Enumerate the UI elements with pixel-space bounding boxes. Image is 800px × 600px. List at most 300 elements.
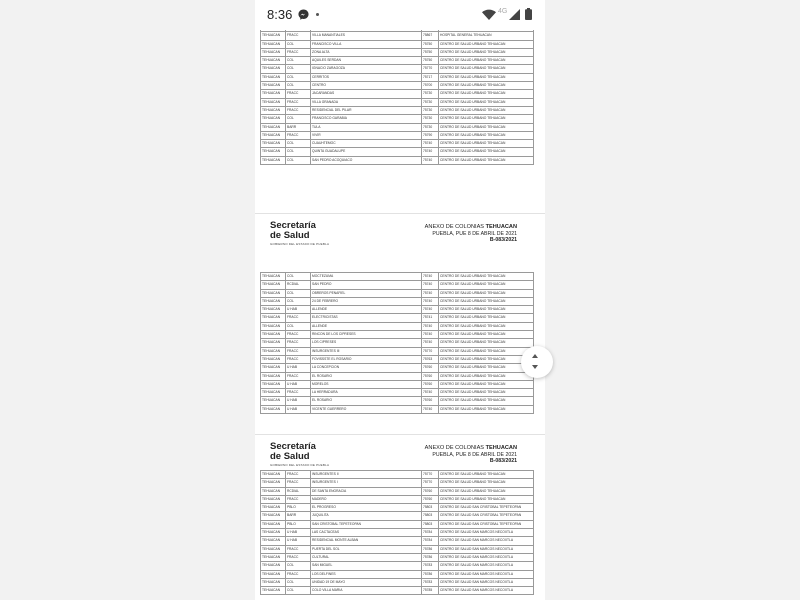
tipo-cell: COL [286, 297, 311, 305]
cp-cell: 75730 [422, 106, 439, 114]
municipio-cell: TEHUACAN [261, 115, 286, 123]
municipio-cell: TEHUACAN [261, 123, 286, 131]
unidad-cell: CENTRO DE SALUD URBANO TEHUACAN [439, 289, 534, 297]
unidad-cell: CENTRO DE SALUD URBANO TEHUACAN [439, 372, 534, 380]
tipo-cell: BARR [286, 512, 311, 520]
status-bar [255, 0, 545, 30]
cp-cell: 75803 [422, 504, 439, 512]
scroll-down-icon[interactable] [532, 365, 538, 369]
table-row [261, 140, 534, 148]
cp-cell: 75786 [422, 545, 439, 553]
table-row [261, 389, 534, 397]
unidad-cell: CENTRO DE SALUD URBANO TEHUACAN [439, 405, 534, 413]
cp-cell: 75740 [422, 289, 439, 297]
messenger-icon [298, 9, 309, 20]
unidad-cell: CENTRO DE SALUD URBANO TEHUACAN [439, 156, 534, 164]
municipio-cell: TEHUACAN [261, 372, 286, 380]
tipo-cell: FRACC [286, 32, 311, 40]
cp-cell: 75750 [422, 48, 439, 56]
colonia-cell: CULTURAL [311, 553, 422, 561]
cp-cell: 75700 [422, 82, 439, 90]
municipio-cell: TEHUACAN [261, 322, 286, 330]
table-row [261, 562, 534, 570]
table-row [261, 106, 534, 114]
unidad-cell: CENTRO DE SALUD URBANO TEHUACAN [439, 495, 534, 503]
unidad-cell: CENTRO DE SALUD URBANO TEHUACAN [439, 364, 534, 372]
unidad-cell: CENTRO DE SALUD SAN CRISTOBAL TEPETEOPAN [439, 512, 534, 520]
table-row [261, 98, 534, 106]
colonia-cell: VILLA MANANTIALES [311, 32, 422, 40]
tipo-cell: U HAB [286, 405, 311, 413]
tipo-cell: COL [286, 65, 311, 73]
municipio-cell: TEHUACAN [261, 297, 286, 305]
table-row [261, 471, 534, 479]
logo-title-line1: Secretaría [270, 220, 316, 231]
municipio-cell: TEHUACAN [261, 553, 286, 561]
municipio-cell: TEHUACAN [261, 570, 286, 578]
table-row [261, 90, 534, 98]
municipio-cell: TEHUACAN [261, 106, 286, 114]
table-row [261, 32, 534, 40]
cp-cell: 75760 [422, 364, 439, 372]
municipio-cell: TEHUACAN [261, 512, 286, 520]
tipo-cell: COL [286, 82, 311, 90]
unidad-cell: CENTRO DE SALUD URBANO TEHUACAN [439, 140, 534, 148]
colonia-cell: MADERO [311, 495, 422, 503]
colonia-cell: LOS CIPRESES [311, 339, 422, 347]
table-row [261, 347, 534, 355]
municipio-cell: TEHUACAN [261, 529, 286, 537]
colonia-cell: OBREROS PENAFIEL [311, 289, 422, 297]
table-row [261, 57, 534, 65]
table-row [261, 48, 534, 56]
unidad-cell: CENTRO DE SALUD SAN CRISTOBAL TEPETEOPAN [439, 520, 534, 528]
colonia-cell: SAN PEDRO [311, 281, 422, 289]
colonia-cell: SAN CRISTOBAL TEPETEOPAN [311, 520, 422, 528]
tipo-cell: FRACC [286, 314, 311, 322]
municipio-cell: TEHUACAN [261, 347, 286, 355]
table-row [261, 553, 534, 561]
tipo-cell: U HAB [286, 397, 311, 405]
cp-cell: 75740 [422, 331, 439, 339]
municipio-cell: TEHUACAN [261, 57, 286, 65]
cp-cell: 75786 [422, 553, 439, 561]
colonia-cell: CERRITOS [311, 73, 422, 81]
tipo-cell: COL [286, 156, 311, 164]
table-row [261, 306, 534, 314]
colonia-cell: INSURGENTES II [311, 471, 422, 479]
tipo-cell: FRACC [286, 372, 311, 380]
colonia-cell: VIVIR [311, 131, 422, 139]
colonia-cell: MOCTEZUMA [311, 273, 422, 281]
table-row [261, 297, 534, 305]
unidad-cell: CENTRO DE SALUD SAN MARCOS NECOXTLA [439, 570, 534, 578]
municipio-cell: TEHUACAN [261, 537, 286, 545]
tipo-cell: PBLO [286, 520, 311, 528]
municipio-cell: TEHUACAN [261, 520, 286, 528]
municipio-cell: TEHUACAN [261, 331, 286, 339]
table-row [261, 512, 534, 520]
municipio-cell: TEHUACAN [261, 314, 286, 322]
tipo-cell: FRACC [286, 48, 311, 56]
municipio-cell: TEHUACAN [261, 48, 286, 56]
tipo-cell: COL [286, 57, 311, 65]
tipo-cell: FRACC [286, 331, 311, 339]
tipo-cell: COL [286, 562, 311, 570]
municipio-cell: TEHUACAN [261, 495, 286, 503]
colonia-cell: UNIDAD 19 DE MAYO [311, 578, 422, 586]
unidad-cell: CENTRO DE SALUD URBANO TEHUACAN [439, 98, 534, 106]
unidad-cell: CENTRO DE SALUD SAN MARCOS NECOXTLA [439, 578, 534, 586]
municipio-cell: TEHUACAN [261, 405, 286, 413]
unidad-cell: CENTRO DE SALUD URBANO TEHUACAN [439, 355, 534, 363]
unidad-cell: CENTRO DE SALUD URBANO TEHUACAN [439, 479, 534, 487]
municipio-cell: TEHUACAN [261, 587, 286, 595]
colonia-cell: FRANCISCO GARABIA [311, 115, 422, 123]
table-row [261, 148, 534, 156]
table-row [261, 281, 534, 289]
colonia-cell: JUQUILITA [311, 512, 422, 520]
cp-cell: 75730 [422, 115, 439, 123]
municipio-cell: TEHUACAN [261, 380, 286, 388]
table-row [261, 40, 534, 48]
cp-cell: 75740 [422, 297, 439, 305]
table-row [261, 520, 534, 528]
cp-cell: 75770 [422, 347, 439, 355]
tipo-cell: COL [286, 587, 311, 595]
unidad-cell: CENTRO DE SALUD URBANO TEHUACAN [439, 115, 534, 123]
cp-cell: 75784 [422, 529, 439, 537]
tipo-cell: FRACC [286, 389, 311, 397]
cp-cell: 75740 [422, 148, 439, 156]
unidad-cell: CENTRO DE SALUD URBANO TEHUACAN [439, 273, 534, 281]
table-row [261, 405, 534, 413]
unidad-cell: CENTRO DE SALUD SAN MARCOS NECOXTLA [439, 587, 534, 595]
table-row [261, 545, 534, 553]
municipio-cell: TEHUACAN [261, 562, 286, 570]
unidad-cell: CENTRO DE SALUD URBANO TEHUACAN [439, 297, 534, 305]
municipio-cell: TEHUACAN [261, 355, 286, 363]
cp-cell: 75740 [422, 140, 439, 148]
municipio-cell: TEHUACAN [261, 65, 286, 73]
unidad-cell: CENTRO DE SALUD URBANO TEHUACAN [439, 389, 534, 397]
logo-title-line2: de Salud [270, 451, 310, 462]
network-type-label: 4G [498, 8, 508, 15]
municipio-cell: TEHUACAN [261, 98, 286, 106]
tipo-cell: RCDIAL [286, 487, 311, 495]
tipo-cell: FRACC [286, 545, 311, 553]
municipio-cell: TEHUACAN [261, 32, 286, 40]
cp-cell: 75760 [422, 380, 439, 388]
table-row [261, 65, 534, 73]
colonia-cell: CUAUHTEMOC [311, 140, 422, 148]
table-row [261, 289, 534, 297]
status-time: 8:36 [267, 7, 293, 22]
municipio-cell: TEHUACAN [261, 148, 286, 156]
colonia-cell: ZONA ALTA [311, 48, 422, 56]
colonia-cell: RESIDENCIAL DEL PILAR [311, 106, 422, 114]
colonia-cell: AQUILES SERDAN [311, 57, 422, 65]
colonia-cell: IGNACIO ZARAGOZA [311, 65, 422, 73]
colonia-cell: MORELOS [311, 380, 422, 388]
colonia-cell: RINCON DE LOS CIPRESES [311, 331, 422, 339]
cp-cell: 75784 [422, 537, 439, 545]
municipio-cell: TEHUACAN [261, 545, 286, 553]
colonia-cell: FOVISSSTE EL ROSARIO [311, 355, 422, 363]
cp-cell: 75867 [422, 32, 439, 40]
tipo-cell: FRACC [286, 98, 311, 106]
colonia-cell: SAN MIGUEL [311, 562, 422, 570]
table-row [261, 364, 534, 372]
document-page [255, 213, 545, 411]
unidad-cell: CENTRO DE SALUD SAN MARCOS NECOXTLA [439, 529, 534, 537]
unidad-cell: CENTRO DE SALUD URBANO TEHUACAN [439, 339, 534, 347]
cp-cell: 75786 [422, 570, 439, 578]
table-row [261, 156, 534, 164]
unidad-cell: CENTRO DE SALUD URBANO TEHUACAN [439, 90, 534, 98]
document-page [255, 434, 545, 593]
annex-city: TEHUACAN [485, 224, 517, 230]
cp-cell: 75740 [422, 322, 439, 330]
tipo-cell: COL [286, 73, 311, 81]
municipio-cell: TEHUACAN [261, 487, 286, 495]
document-folio: B-083/2021 [489, 458, 517, 464]
tipo-cell: COL [286, 140, 311, 148]
cp-cell: 75717 [422, 73, 439, 81]
logo-title-line2: de Salud [270, 230, 310, 241]
tipo-cell: FRACC [286, 570, 311, 578]
municipio-cell: TEHUACAN [261, 504, 286, 512]
cp-cell: 75760 [422, 487, 439, 495]
cp-cell: 75783 [422, 578, 439, 586]
tipo-cell: PBLO [286, 504, 311, 512]
table-row [261, 587, 534, 595]
unidad-cell: CENTRO DE SALUD URBANO TEHUACAN [439, 40, 534, 48]
colonia-cell: ALLENDE [311, 306, 422, 314]
cp-cell: 75740 [422, 405, 439, 413]
colonia-cell: ELECTRICISTAS [311, 314, 422, 322]
tipo-cell: U HAB [286, 380, 311, 388]
annex-title-prefix: ANEXO DE COLONIAS [424, 445, 486, 451]
table-row [261, 123, 534, 131]
cp-cell: 75763 [422, 355, 439, 363]
unidad-cell: CENTRO DE SALUD URBANO TEHUACAN [439, 106, 534, 114]
colonia-cell: VICENTE GUERRERO [311, 405, 422, 413]
document-date: PUEBLA, PUE 8 DE ABRIL DE 2021 [432, 452, 517, 458]
tipo-cell: FRACC [286, 106, 311, 114]
colonia-cell: INSURGENTES I [311, 479, 422, 487]
cp-cell: 75730 [422, 123, 439, 131]
cp-cell: 75785 [422, 587, 439, 595]
colonia-cell: LAS CACTACEAS [311, 529, 422, 537]
tipo-cell: U HAB [286, 364, 311, 372]
tipo-cell: U HAB [286, 537, 311, 545]
tipo-cell: FRACC [286, 347, 311, 355]
table-row [261, 355, 534, 363]
municipio-cell: TEHUACAN [261, 471, 286, 479]
colonia-cell: LOS DELFINES [311, 570, 422, 578]
colonia-cell: CENTRO [311, 82, 422, 90]
cp-cell: 75803 [422, 520, 439, 528]
colonia-cell: LA HERRADURA [311, 389, 422, 397]
cp-cell: 75803 [422, 512, 439, 520]
tipo-cell: FRACC [286, 471, 311, 479]
table-row [261, 273, 534, 281]
municipio-cell: TEHUACAN [261, 339, 286, 347]
cp-cell: 75740 [422, 273, 439, 281]
colonia-cell: FRANCISCO VILLA [311, 40, 422, 48]
unidad-cell: CENTRO DE SALUD URBANO TEHUACAN [439, 471, 534, 479]
table-row [261, 73, 534, 81]
unidad-cell: CENTRO DE SALUD URBANO TEHUACAN [439, 314, 534, 322]
unidad-cell: CENTRO DE SALUD SAN MARCOS NECOXTLA [439, 553, 534, 561]
table-row [261, 495, 534, 503]
cp-cell: 75740 [422, 281, 439, 289]
tipo-cell: COL [286, 578, 311, 586]
cp-cell: 75760 [422, 372, 439, 380]
unidad-cell: CENTRO DE SALUD URBANO TEHUACAN [439, 131, 534, 139]
tipo-cell: FRACC [286, 479, 311, 487]
tipo-cell: FRACC [286, 355, 311, 363]
tipo-cell: FRACC [286, 90, 311, 98]
table-row [261, 322, 534, 330]
logo-subtitle: GOBIERNO DEL ESTADO DE PUEBLA [270, 463, 330, 467]
cp-cell: 75750 [422, 57, 439, 65]
colonia-cell: TULA [311, 123, 422, 131]
unidad-cell: CENTRO DE SALUD URBANO TEHUACAN [439, 48, 534, 56]
cp-cell: 75770 [422, 479, 439, 487]
table-row [261, 504, 534, 512]
municipio-cell: TEHUACAN [261, 397, 286, 405]
tipo-cell: COL [286, 273, 311, 281]
tipo-cell: COL [286, 289, 311, 297]
municipio-cell: TEHUACAN [261, 281, 286, 289]
unidad-cell: HOSPITAL GENERAL TEHUACAN [439, 32, 534, 40]
annex-city: TEHUACAN [485, 445, 517, 451]
municipio-cell: TEHUACAN [261, 273, 286, 281]
colonia-cell: LA CONCEPCION [311, 364, 422, 372]
annex-title [425, 224, 517, 230]
tipo-cell: FRACC [286, 131, 311, 139]
cp-cell: 75760 [422, 397, 439, 405]
cp-cell: 75790 [422, 131, 439, 139]
colonia-cell: EL ROSARIO [311, 372, 422, 380]
municipio-cell: TEHUACAN [261, 40, 286, 48]
colonia-cell: COLO VILLA MARIA [311, 587, 422, 595]
notification-dot-icon [316, 13, 319, 16]
table-row [261, 487, 534, 495]
cp-cell: 75730 [422, 98, 439, 106]
colonia-cell: INSURGENTES III [311, 347, 422, 355]
municipio-cell: TEHUACAN [261, 73, 286, 81]
logo-title-line1: Secretaría [270, 441, 316, 452]
unidad-cell: CENTRO DE SALUD URBANO TEHUACAN [439, 73, 534, 81]
municipio-cell: TEHUACAN [261, 131, 286, 139]
colonia-cell: RESIDENCIAL MONTE ALBAN [311, 537, 422, 545]
table-row [261, 479, 534, 487]
table-row [261, 131, 534, 139]
municipio-cell: TEHUACAN [261, 479, 286, 487]
table-row [261, 578, 534, 586]
scroll-up-icon[interactable] [532, 354, 538, 358]
battery-icon [525, 8, 532, 20]
unidad-cell: CENTRO DE SALUD SAN MARCOS NECOXTLA [439, 545, 534, 553]
table-row [261, 372, 534, 380]
cp-cell: 75740 [422, 339, 439, 347]
cp-cell: 75740 [422, 306, 439, 314]
colonia-cell: VILLA GRANADA [311, 98, 422, 106]
table-row [261, 339, 534, 347]
colonia-cell: JACARANDAS [311, 90, 422, 98]
tipo-cell: COL [286, 115, 311, 123]
tipo-cell: U HAB [286, 306, 311, 314]
municipio-cell: TEHUACAN [261, 364, 286, 372]
colonia-cell: DE SANTA ENGRACIA [311, 487, 422, 495]
municipio-cell: TEHUACAN [261, 90, 286, 98]
colonias-table [260, 23, 534, 165]
unidad-cell: CENTRO DE SALUD URBANO TEHUACAN [439, 65, 534, 73]
colonia-cell: 24 DE FEBRERO [311, 297, 422, 305]
table-row [261, 82, 534, 90]
municipio-cell: TEHUACAN [261, 140, 286, 148]
table-row [261, 314, 534, 322]
signal-icon [509, 9, 520, 20]
tipo-cell: BARR [286, 123, 311, 131]
unidad-cell: CENTRO DE SALUD URBANO TEHUACAN [439, 380, 534, 388]
annex-title-prefix: ANEXO DE COLONIAS [424, 224, 486, 230]
colonia-cell: QUINTA GUADALUPE [311, 148, 422, 156]
table-row [261, 529, 534, 537]
municipio-cell: TEHUACAN [261, 389, 286, 397]
unidad-cell: CENTRO DE SALUD URBANO TEHUACAN [439, 331, 534, 339]
unidad-cell: CENTRO DE SALUD URBANO TEHUACAN [439, 57, 534, 65]
annex-title [425, 445, 517, 451]
phone-screen [255, 0, 545, 600]
page-scroll-control[interactable] [521, 346, 553, 378]
table-row [261, 331, 534, 339]
unidad-cell: CENTRO DE SALUD URBANO TEHUACAN [439, 82, 534, 90]
unidad-cell: CENTRO DE SALUD URBANO TEHUACAN [439, 397, 534, 405]
municipio-cell: TEHUACAN [261, 82, 286, 90]
cp-cell: 75760 [422, 495, 439, 503]
table-row [261, 380, 534, 388]
colonia-cell: SAN PEDRO ACOQUIACO [311, 156, 422, 164]
unidad-cell: CENTRO DE SALUD SAN CRISTOBAL TEPETEOPAN [439, 504, 534, 512]
unidad-cell: CENTRO DE SALUD URBANO TEHUACAN [439, 123, 534, 131]
colonia-cell: EL ROSARIO [311, 397, 422, 405]
tipo-cell: U HAB [286, 529, 311, 537]
colonia-cell: ALLENDE [311, 322, 422, 330]
unidad-cell: CENTRO DE SALUD URBANO TEHUACAN [439, 281, 534, 289]
municipio-cell: TEHUACAN [261, 578, 286, 586]
tipo-cell: RCDIAL [286, 281, 311, 289]
cp-cell: 75783 [422, 562, 439, 570]
colonias-table [260, 470, 534, 595]
cp-cell: 75770 [422, 471, 439, 479]
cp-cell: 75740 [422, 156, 439, 164]
document-folio: B-083/2021 [489, 237, 517, 243]
unidad-cell: CENTRO DE SALUD SAN MARCOS NECOXTLA [439, 562, 534, 570]
colonias-table [260, 272, 534, 414]
table-row [261, 397, 534, 405]
table-row [261, 537, 534, 545]
table-row [261, 570, 534, 578]
tipo-cell: FRACC [286, 339, 311, 347]
cp-cell: 75750 [422, 40, 439, 48]
document-date: PUEBLA, PUE 8 DE ABRIL DE 2021 [432, 231, 517, 237]
municipio-cell: TEHUACAN [261, 156, 286, 164]
tipo-cell: FRACC [286, 553, 311, 561]
